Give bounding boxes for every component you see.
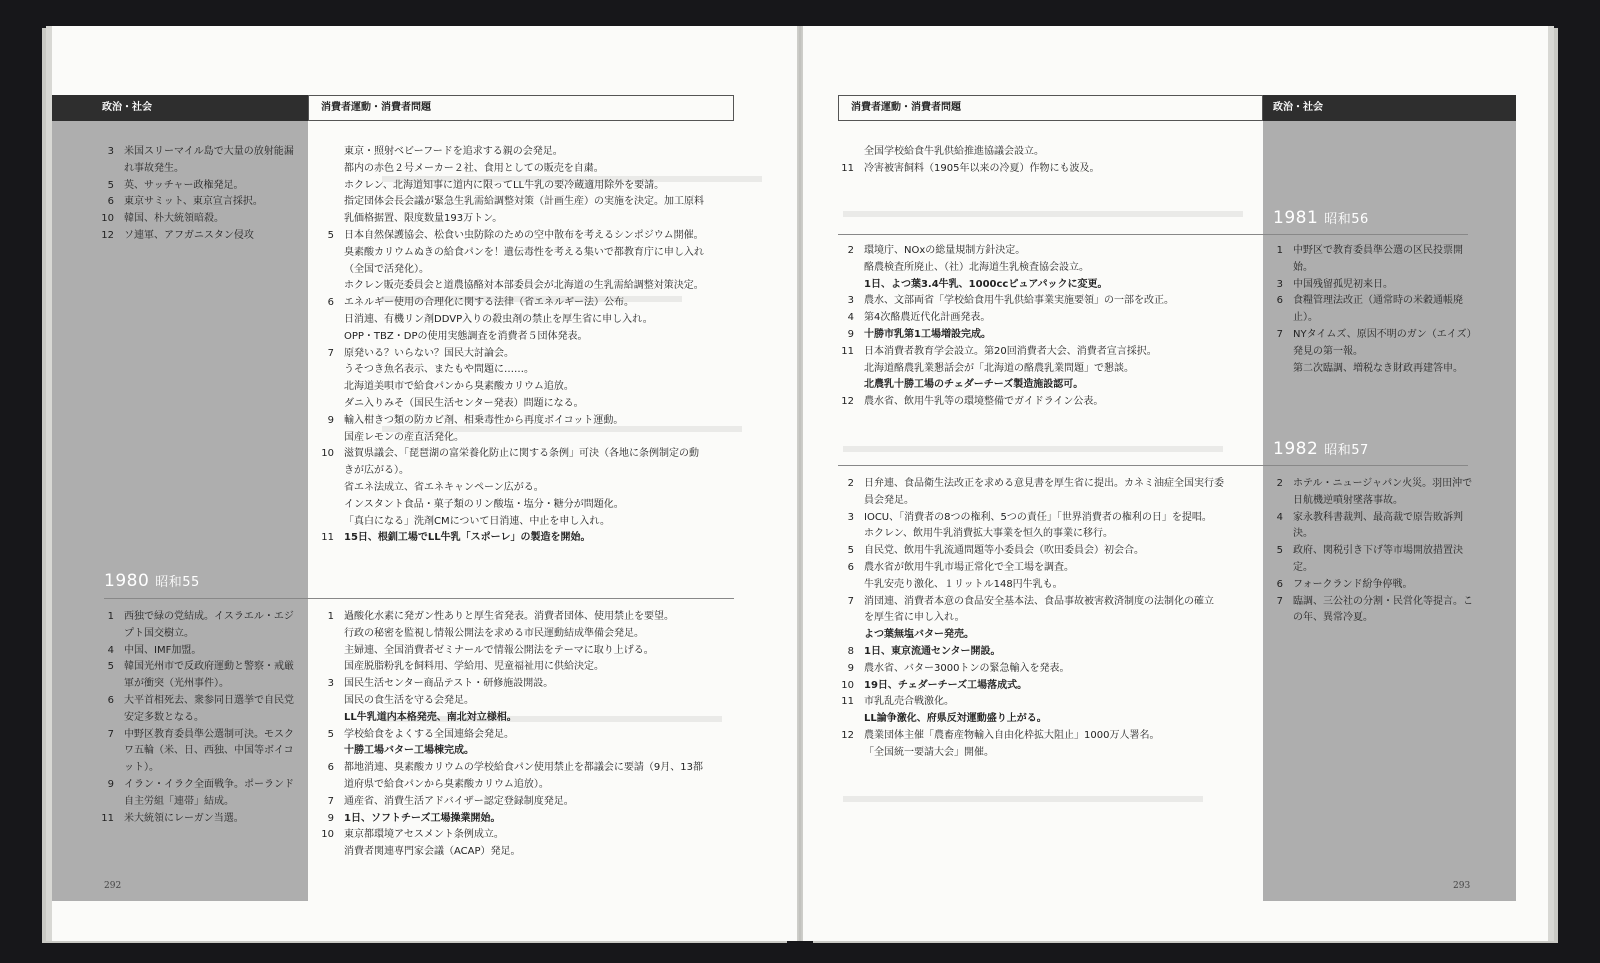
entry-text: 消費者関連専門家会議（ACAP）発足。 [344, 846, 521, 858]
entry-month: 4 [1276, 511, 1283, 523]
consumer-entry [826, 476, 1266, 493]
entry-text: IOCU、「消費者の8つの権利、5つの責任」「世界消費者の権利の日」を提唱。 [864, 511, 1212, 523]
entry-month [306, 626, 344, 643]
consumer-entry [306, 278, 746, 295]
left-page [52, 26, 797, 941]
consumer-entry [306, 228, 746, 245]
consumer-entry [826, 577, 1266, 594]
consumer-entry [826, 627, 1266, 644]
entry-month: 1 [107, 611, 114, 622]
entry-text: 1日、東京流通センター開設。 [864, 645, 1001, 657]
entry-text: 国民の食生活を守る会発足。 [344, 694, 474, 706]
entry-month [306, 497, 344, 514]
consumer-entry [306, 362, 746, 379]
entry-text: 員会発足。 [864, 494, 914, 506]
entry-text: 農水省、飲用牛乳等の環境整備でガイドライン公表。 [864, 396, 1104, 408]
entry-text: エネルギー使用の合理化に関する法律（省エネルギー法）公布。 [344, 297, 634, 309]
entry-month: 4 [107, 644, 114, 656]
entry-month [826, 377, 864, 394]
entry-month [306, 379, 344, 396]
entry-text: ソ連軍、アフガニスタン侵攻 [124, 229, 254, 241]
entry-text: LL論争激化、府県反対運動盛り上がる。 [864, 713, 1047, 725]
year-rule-1981 [838, 234, 1468, 235]
year-heading-1982 [1273, 439, 1369, 459]
entry-text: 国民生活センター商品テスト・研修施設開設。 [344, 678, 554, 690]
politics-entry [1255, 476, 1475, 510]
entry-text: 「全国統一要請大会」開催。 [864, 746, 994, 758]
entry-month [306, 144, 344, 161]
entry-text: OPP・TBZ・DPの使用実態調査を消費者５団体発表。 [344, 330, 588, 342]
consumer-entry [306, 743, 746, 760]
consumer-entry [826, 678, 1266, 695]
entry-text: イラン・イラク全面戦争。ポーランド自主労組「連帯」結成。 [124, 778, 294, 807]
entry-month: 9 [327, 414, 334, 426]
entry-text: うそつき魚名表示、またもや問題に……。 [344, 364, 534, 376]
consumer-entry [306, 727, 746, 744]
entry-month [306, 463, 344, 480]
consumer-entry [306, 295, 746, 312]
entry-month: 1 [1276, 245, 1283, 256]
entry-text: 農業団体主催「農畜産物輸入自由化枠拡大阻止」1000万人署名。 [864, 729, 1160, 741]
entry-month: 11 [841, 696, 854, 708]
politics-1979-list [86, 144, 300, 245]
consumer-entry [826, 560, 1266, 577]
entry-text: 環境庁、NOxの総量規制方針決定。 [864, 245, 1026, 256]
entry-month [826, 277, 864, 294]
politics-entry [86, 659, 302, 693]
consumer-entry [826, 327, 1266, 344]
entry-text: インスタント食品・菓子類のリン酸塩・塩分・糖分が問題化。 [344, 498, 624, 510]
entry-month [306, 643, 344, 660]
consumer-entry [826, 510, 1266, 527]
entry-month [306, 312, 344, 329]
consumer-entry [826, 728, 1266, 745]
entry-text: 中野区で教育委員準公選の区民投票開始。 [1293, 245, 1463, 273]
consumer-entry [306, 161, 746, 178]
entry-text: 通産省、消費生活アドバイザー認定登録制度発足。 [344, 795, 574, 807]
entry-text: 中野区教育委員準公選制可決。モスクワ五輪（米、日、西独、中国等ボイコット）。 [124, 728, 294, 774]
consumer-1981-list [826, 243, 1266, 411]
entry-text: 1日、ソフトチーズ工場操業開始。 [344, 812, 501, 824]
entry-month: 5 [1276, 545, 1283, 557]
entry-text: 第二次臨調、増税なき財政再建答申。 [1293, 362, 1463, 374]
politics-entry [1255, 594, 1475, 628]
year-rule-1980 [104, 598, 734, 599]
consumer-entry [306, 446, 746, 463]
entry-month [826, 260, 864, 277]
entry-month [306, 514, 344, 531]
consumer-entry [306, 497, 746, 514]
politics-entry [86, 777, 302, 811]
politics-entry [86, 811, 302, 828]
entry-month: 2 [847, 478, 854, 489]
consumer-header: 消費者運動・消費者問題 [838, 95, 1263, 121]
entry-text: 英、サッチャー政権発足。 [124, 179, 244, 191]
entry-month [1255, 361, 1293, 378]
entry-text: 日弁連、食品衛生法改正を求める意見書を厚生省に提出。カネミ油症全国実行委 [864, 478, 1224, 489]
consumer-entry [306, 777, 746, 794]
entry-month [826, 526, 864, 543]
entry-month: 1 [327, 611, 334, 622]
consumer-entry [306, 413, 746, 430]
consumer-entry [826, 661, 1266, 678]
entry-month: 7 [1276, 595, 1283, 607]
entry-text: 中国、IMF加盟。 [124, 644, 202, 656]
entry-month: 3 [327, 678, 334, 690]
entry-month: 6 [1276, 295, 1283, 307]
entry-month [306, 844, 344, 861]
entry-month [826, 144, 864, 161]
consumer-entry [826, 243, 1266, 260]
consumer-entry [306, 463, 746, 480]
entry-text: 自民党、飲用牛乳流通問題等小委員会（吹田委員会）初会合。 [864, 545, 1144, 557]
entry-text: 第4次酪農近代化計画発表。 [864, 312, 991, 324]
entry-text: 原発いる？いらない？国民大討論会。 [344, 347, 514, 359]
consumer-entry [826, 493, 1266, 510]
entry-month: 2 [1276, 478, 1283, 489]
entry-text: 農水省が飲用牛乳市場正常化で全工場を調査。 [864, 561, 1074, 573]
entry-month: 5 [107, 661, 114, 673]
consumer-entry [306, 194, 746, 211]
entry-text: 滋賀県議会、「琵琶湖の富栄養化防止に関する条例」可決（各地に条例制定の動 [344, 448, 699, 460]
consumer-entry [826, 277, 1266, 294]
entry-month: 12 [841, 729, 854, 741]
entry-text: 韓国光州市で反政府運動と警察・戒厳軍が衝突（光州事件）。 [124, 661, 294, 690]
entry-month: 11 [321, 532, 334, 544]
entry-month: 4 [847, 312, 854, 324]
entry-text: 酪農検査所廃止、（社）北海道生乳検査協会設立。 [864, 261, 1089, 273]
year-number: 1981 [1273, 208, 1319, 228]
entry-month [306, 178, 344, 195]
consumer-entry [306, 794, 746, 811]
entry-month [826, 610, 864, 627]
entry-text: 米国スリーマイル島で大量の放射能漏れ事故発生。 [124, 146, 294, 174]
entry-month [306, 710, 344, 727]
entry-month: 12 [101, 229, 114, 241]
entry-text: 米大統領にレーガン当選。 [124, 812, 244, 824]
consumer-entry [306, 643, 746, 660]
entry-month: 3 [107, 146, 114, 157]
consumer-entry [306, 245, 746, 262]
consumer-entry [826, 377, 1266, 394]
entry-month [306, 329, 344, 346]
entry-month: 7 [327, 347, 334, 359]
entry-text: 国産脱脂粉乳を飼料用、学給用、児童福祉用に供給決定。 [344, 661, 604, 673]
entry-month [306, 211, 344, 228]
consumer-entry [306, 480, 746, 497]
entry-text: 15日、根釧工場でLL牛乳「スポーレ」の製造を開始。 [344, 532, 591, 544]
politics-header: 政治・社会 [52, 95, 308, 121]
entry-month [306, 194, 344, 211]
entry-month: 11 [101, 812, 114, 824]
consumer-entry [826, 161, 1266, 178]
entry-month: 10 [321, 448, 334, 460]
entry-month: 5 [847, 545, 854, 557]
year-heading-1981 [1273, 208, 1369, 228]
consumer-entry [306, 827, 746, 844]
politics-entry [1255, 577, 1475, 594]
consumer-entry [306, 811, 746, 828]
entry-text: 北農乳十勝工場のチェダーチーズ製造施設認可。 [864, 379, 1084, 391]
entry-text: 西独で緑の党結成。イスラエル・エジプト国交樹立。 [124, 611, 294, 639]
consumer-entry [826, 293, 1266, 310]
entry-text: 乳価格据置、限度数量193万トン。 [344, 213, 503, 225]
entry-month: 3 [1276, 278, 1283, 290]
entry-month [306, 278, 344, 295]
entry-text: きが広がる）。 [344, 465, 409, 477]
consumer-entry [306, 530, 746, 547]
entry-text: 冷害被害飼料（1905年以来の冷夏）作物にも波及。 [864, 162, 1100, 174]
entry-text: 家永教科書裁判、最高裁で原告敗訴判決。 [1293, 511, 1463, 540]
entry-text: 「真白になる」洗剤CMについて日消連、中止を申し入れ。 [344, 515, 611, 527]
entry-month [826, 745, 864, 762]
entry-text: 大平首相死去、衆参同日選挙で自民党安定多数となる。 [124, 694, 294, 723]
entry-month: 9 [107, 778, 114, 790]
consumer-1980-continued-list [826, 144, 1266, 178]
entry-text: 主婦連、全国消費者ゼミナールで情報公開法をテーマに取り上げる。 [344, 644, 654, 656]
entry-text: 1日、よつ葉3.4牛乳、1000ccピュアパックに変更。 [864, 278, 1108, 290]
consumer-entry [826, 610, 1266, 627]
politics-entry [1255, 361, 1475, 378]
consumer-1980-list [306, 609, 746, 861]
consumer-entry [826, 694, 1266, 711]
entry-month [306, 161, 344, 178]
era-name: 昭和57 [1324, 443, 1369, 458]
politics-entry [1255, 327, 1475, 361]
politics-entry [86, 693, 302, 727]
year-number: 1982 [1273, 439, 1319, 459]
entry-text: 牛乳安売り激化、１リットル148円牛乳も。 [864, 578, 1063, 590]
politics-entry [86, 211, 300, 228]
entry-month: 5 [107, 179, 114, 191]
entry-text: 指定団体会長会議が緊急生乳需給調整対策（計画生産）の実施を決定。加工原料 [344, 196, 704, 208]
entry-month: 10 [321, 829, 334, 841]
consumer-entry [306, 178, 746, 195]
entry-month: 6 [327, 297, 334, 309]
entry-month: 5 [327, 229, 334, 241]
entry-month: 6 [847, 561, 854, 573]
era-name: 昭和56 [1324, 212, 1369, 227]
entry-month: 6 [107, 196, 114, 208]
entry-text: ホクレン販売委員会と道農協酪対本部委員会が北海道の生乳需給調整対策決定。 [344, 280, 704, 292]
consumer-entry [306, 659, 746, 676]
consumer-entry [826, 745, 1266, 762]
entry-text: よつ葉無塩バター発売。 [864, 629, 974, 641]
entry-month: 6 [1276, 578, 1283, 590]
entry-text: （全国で活発化）。 [344, 263, 429, 275]
consumer-entry [306, 346, 746, 363]
entry-text: 中国残留孤児初来日。 [1293, 278, 1393, 290]
politics-entry [86, 194, 300, 211]
consumer-entry [826, 644, 1266, 661]
entry-text: 十勝工場バター工場棟完成。 [344, 745, 474, 757]
entry-text: 臨調、三公社の分割・民営化等提言。この年、異常冷夏。 [1293, 595, 1473, 624]
entry-text: ホクレン、飲用牛乳消費拡大事業を恒久的事業に移行。 [864, 528, 1113, 540]
entry-text: 東京サミット、東京宣言採択。 [124, 196, 263, 208]
politics-entry [1255, 543, 1475, 577]
entry-text: 臭素酸カリウムぬきの給食パンを！遺伝毒性を考える集いで都教育庁に申し入れ [344, 246, 704, 258]
consumer-entry [306, 329, 746, 346]
politics-entry [86, 228, 300, 245]
consumer-entry [826, 711, 1266, 728]
entry-text: 農水省、バター3000トンの緊急輸入を発表。 [864, 662, 1070, 674]
entry-month: 6 [327, 762, 334, 774]
consumer-entry [306, 760, 746, 777]
entry-month: 3 [847, 511, 854, 523]
consumer-entry [306, 262, 746, 279]
consumer-entry [306, 693, 746, 710]
entry-month: 7 [327, 795, 334, 807]
year-rule-1982 [838, 465, 1468, 466]
entry-text: 市乳乱売合戦激化。 [864, 696, 954, 708]
politics-entry [86, 609, 302, 643]
entry-text: 東京都環境アセスメント条例成立。 [344, 829, 504, 841]
entry-month: 10 [101, 213, 114, 225]
politics-entry [86, 178, 300, 195]
entry-month [306, 262, 344, 279]
consumer-entry [306, 844, 746, 861]
year-number: 1980 [104, 571, 150, 591]
entry-text: 消団連、消費者本意の食品安全基本法、食品事故被害救済制度の法制化の確立 [864, 595, 1214, 607]
entry-month: 10 [841, 679, 854, 691]
entry-text: フォークランド紛争停戦。 [1293, 578, 1413, 590]
consumer-entry [826, 310, 1266, 327]
entry-text: ホクレン、北海道知事に道内に限ってLL牛乳の要冷蔵適用除外を要請。 [344, 179, 665, 191]
entry-text: 学校給食をよくする全国連絡会発足。 [344, 728, 514, 740]
consumer-entry [306, 626, 746, 643]
consumer-entry [826, 543, 1266, 560]
consumer-header: 消費者運動・消費者問題 [308, 95, 734, 121]
entry-month [306, 777, 344, 794]
politics-entry [86, 144, 300, 178]
entry-month: 5 [327, 728, 334, 740]
entry-month [306, 743, 344, 760]
entry-month: 12 [841, 396, 854, 408]
entry-month: 9 [847, 328, 854, 340]
entry-text: 日消連、有機リン剤DDVP入りの殺虫剤の禁止を厚生省に申し入れ。 [344, 313, 653, 325]
entry-text: を厚生省に申し入れ。 [864, 612, 965, 624]
politics-entry [86, 727, 302, 777]
entry-month: 11 [841, 345, 854, 357]
entry-text: 輸入柑きつ類の防カビ剤、相乗毒性から再度ボイコット運動。 [344, 414, 624, 426]
politics-header: 政治・社会 [1263, 95, 1516, 121]
entry-text: ホテル・ニュージャパン火災。羽田沖で日航機逆噴射墜落事故。 [1293, 478, 1473, 506]
era-name: 昭和55 [155, 575, 200, 590]
entry-text: 省エネ法成立、省エネキャンペーン広がる。 [344, 481, 544, 493]
consumer-entry [826, 344, 1266, 361]
entry-month [826, 361, 864, 378]
entry-text: 国産レモンの産直活発化。 [344, 431, 464, 443]
consumer-entry [306, 710, 746, 727]
entry-text: 19日、チェダーチーズ工場落成式。 [864, 679, 1028, 691]
entry-text: 北海道美唄市で給食パンから臭素酸カリウム追放。 [344, 381, 574, 393]
entry-text: ダニ入りみそ（国民生活センター発表）問題になる。 [344, 397, 584, 409]
politics-1980-list [86, 609, 302, 827]
entry-text: 韓国、朴大統領暗殺。 [124, 213, 224, 225]
consumer-entry [306, 676, 746, 693]
entry-month [306, 480, 344, 497]
entry-month: 8 [847, 645, 854, 657]
entry-month [306, 693, 344, 710]
consumer-1979-list [306, 144, 746, 547]
entry-month [306, 659, 344, 676]
consumer-entry [306, 396, 746, 413]
politics-1981-list [1255, 243, 1475, 377]
entry-month [826, 493, 864, 510]
entry-text: 農水、文部両省「学校給食用牛乳供給事業実施要領」の一部を改正。 [864, 295, 1174, 307]
entry-text: 全国学校給食牛乳供給推進協議会設立。 [864, 146, 1044, 157]
entry-month: 2 [847, 245, 854, 256]
consumer-entry [306, 379, 746, 396]
entry-month: 7 [1276, 328, 1283, 340]
politics-entry [1255, 510, 1475, 544]
entry-text: 日本消費者教育学会設立。第20回消費者大会、消費者宣言採択。 [864, 345, 1157, 357]
consumer-entry [306, 609, 746, 626]
consumer-entry [826, 526, 1266, 543]
entry-text: 過酸化水素に発ガン性ありと厚生省発表。消費者団体、使用禁止を要望。 [344, 611, 674, 622]
entry-month: 11 [841, 162, 854, 174]
entry-month: 6 [107, 694, 114, 706]
year-heading-1980 [104, 571, 200, 591]
consumer-entry [306, 514, 746, 531]
entry-month: 3 [847, 295, 854, 307]
politics-1982-list [1255, 476, 1475, 627]
consumer-entry [826, 361, 1266, 378]
consumer-entry [306, 430, 746, 447]
consumer-entry [826, 144, 1266, 161]
politics-entry [1255, 277, 1475, 294]
politics-entry [1255, 293, 1475, 327]
consumer-entry [306, 312, 746, 329]
page-number: 292 [104, 881, 122, 891]
entry-month [306, 245, 344, 262]
consumer-entry [306, 211, 746, 228]
entry-month [826, 577, 864, 594]
politics-entry [1255, 243, 1475, 277]
consumer-entry [826, 594, 1266, 611]
entry-text: 日本自然保護協会、松食い虫防除のための空中散布を考えるシンポジウム開催。 [344, 229, 704, 241]
entry-month: 9 [327, 812, 334, 824]
entry-month [826, 711, 864, 728]
consumer-entry [826, 260, 1266, 277]
politics-entry [86, 643, 302, 660]
entry-text: 行政の秘密を監視し情報公開法を求める市民運動結成準備会発足。 [344, 627, 644, 639]
consumer-entry [826, 394, 1266, 411]
entry-text: NYタイムズ、原因不明のガン（エイズ）発見の第一報。 [1293, 328, 1472, 357]
entry-text: LL牛乳道内本格発売、南北対立様相。 [344, 711, 517, 723]
entry-month [306, 430, 344, 447]
entry-month: 9 [847, 662, 854, 674]
page-number: 293 [1453, 881, 1471, 891]
entry-month [306, 362, 344, 379]
entry-text: 政府、関税引き下げ等市場開放措置決定。 [1293, 545, 1463, 573]
entry-month [826, 627, 864, 644]
entry-month: 7 [107, 728, 114, 740]
entry-text: 十勝市乳第1工場増設完成。 [864, 328, 991, 340]
entry-text: 食糧管理法改正（通常時の米穀通帳廃止）。 [1293, 295, 1463, 324]
entry-text: 都内の赤色２号メーカー２社、食用としての販売を自粛。 [344, 162, 604, 174]
entry-text: 北海道酪農乳業懇話会が「北海道の酪農乳業問題」で懇談。 [864, 362, 1134, 374]
entry-text: 東京・照射ベビーフードを追求する親の会発足。 [344, 146, 563, 157]
consumer-entry [306, 144, 746, 161]
entry-text: 道府県で給食パンから臭素酸カリウム追放）。 [344, 778, 549, 790]
entry-text: 都地消連、臭素酸カリウムの学校給食パン使用禁止を都議会に要請（9月、13都 [344, 762, 703, 774]
entry-month: 7 [847, 595, 854, 607]
consumer-1982-list [826, 476, 1266, 762]
entry-month [306, 396, 344, 413]
right-page [803, 26, 1548, 941]
